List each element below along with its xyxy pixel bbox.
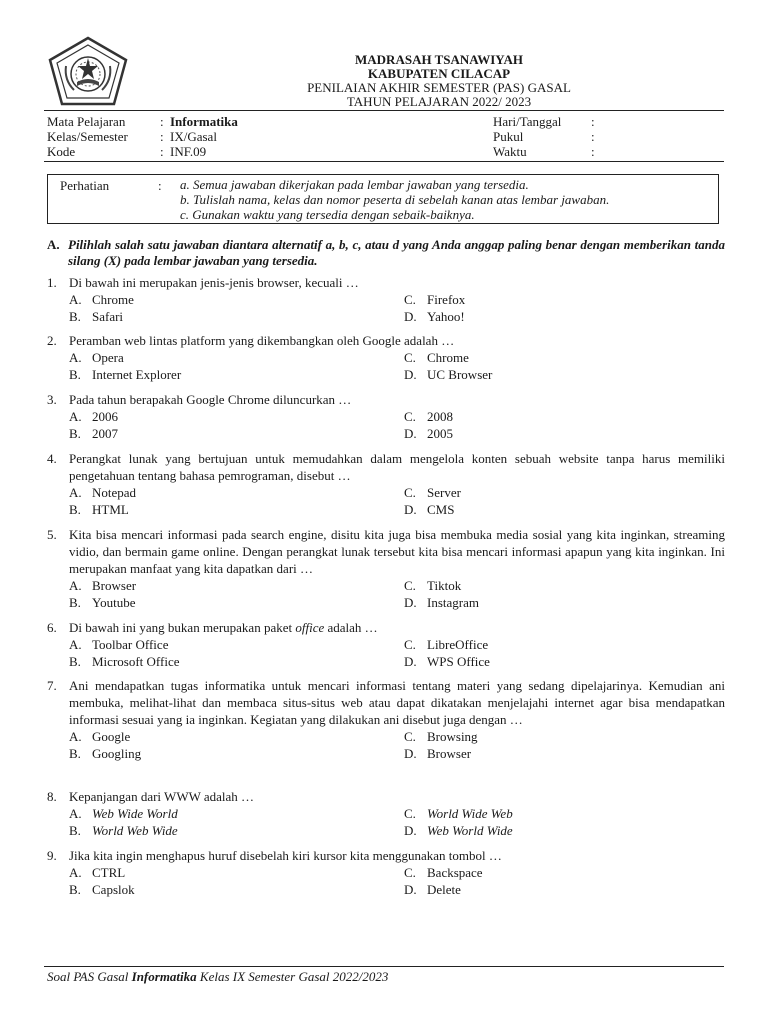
date-label: Hari/Tanggal [493,114,562,129]
option-letter: C. [404,637,416,652]
option-letter: D. [404,654,417,669]
question-text: Di bawah ini merupakan jenis-jenis browser, kecuali … [69,275,359,290]
option-letter: A. [69,292,82,307]
question-8 [47,788,725,839]
option-letter: D. [404,426,417,441]
question-3 [47,391,725,442]
footer-subject: Informatika [131,969,197,984]
code-colon: : [160,144,164,159]
option-text: Google [92,729,131,744]
duration-colon: : [591,144,595,159]
question-options [47,408,725,442]
option-text: Browser [92,578,137,593]
option-letter: D. [404,882,417,897]
question-1 [47,274,725,325]
header-divider [44,110,724,111]
option-letter: B. [69,367,81,382]
question-4 [47,450,725,518]
question-text-part: Di bawah ini yang bukan merupakan paket [69,620,296,635]
option-letter: C. [404,865,416,880]
section-a-letter: A. [47,237,60,252]
subject-label: Mata Pelajaran [47,114,126,129]
option-letter: A. [69,578,82,593]
question-text: Pada tahun berapakah Google Chrome diluncurkan … [69,392,352,407]
option-text: Instagram [427,595,479,610]
question-options [47,349,725,383]
option-letter: A. [69,806,82,821]
notice-item: a. Semua jawaban dikerjakan pada lembar jawaban yang tersedia. [180,177,529,192]
header-line-institution: MADRASAH TSANAWIYAH [355,52,523,67]
question-text: Kita bisa mencari informasi pada search engine, disitu kita juga bisa membuka media sosial yang kita inginkan, streaming vidio, dan bermain game online. Dengan perangkat lunak tersebut kita bisa mencari informasi apapun yang kita inginkan. Ini merupakan manfaat yang kita dapatkan dari … [69,527,725,576]
option-text: Safari [92,309,124,324]
option-text: Browsing [427,729,478,744]
option-letter: A. [69,865,82,880]
question-number: 3. [47,392,57,407]
question-options [47,805,725,839]
option-text: WPS Office [427,654,490,669]
footer-divider [44,966,724,967]
time-colon: : [591,129,595,144]
question-number: 7. [47,678,57,693]
question-2 [47,332,725,383]
question-options [47,484,725,518]
header-line-regency: KABUPATEN CILACAP [367,66,511,81]
footer-text: Kelas IX Semester Gasal 2022/2023 [196,969,389,984]
option-letter: C. [404,729,416,744]
notice-item: c. Gunakan waktu yang tersedia dengan sebaik-baiknya. [180,207,475,222]
option-text: 2008 [427,409,453,424]
option-text: Server [427,485,461,500]
question-options [47,728,725,762]
question-number: 2. [47,333,57,348]
option-letter: D. [404,502,417,517]
option-letter: B. [69,654,81,669]
option-letter: C. [404,292,416,307]
question-number: 9. [47,848,57,863]
question-options [47,864,725,898]
option-text: Notepad [92,485,137,500]
question-text: Ani mendapatkan tugas informatika untuk mencari informasi tentang materi yang sedang dipelajarinya. Kemudian ani membuka, melihat-lihat dan membaca situs-situs web atau dapat dikatakan menjelajahi internet agar bisa mendapatkan informasi sesuai yang ia inginkan. Kegiatan yang dilakukan ani disebut juga dengan … [69,678,725,727]
option-text: Web Wide World [92,806,178,821]
option-letter: C. [404,578,416,593]
school-header [130,53,748,109]
option-text: Yahoo! [427,309,465,324]
footer-text: Soal PAS Gasal [47,969,132,984]
notice-items [180,177,609,222]
option-text: HTML [92,502,129,517]
option-text: Backspace [427,865,483,880]
option-letter: D. [404,823,417,838]
question-9 [47,847,725,898]
question-options [47,636,725,670]
code-value: INF.09 [170,144,207,159]
exam-info-block [47,113,727,161]
notice-item: b. Tulislah nama, kelas dan nomor peserta di sebelah kanan atas lembar jawaban. [180,192,610,207]
option-letter: A. [69,637,82,652]
option-text: 2005 [427,426,453,441]
subject-value: Informatika [170,114,238,129]
option-text: Chrome [427,350,469,365]
option-letter: D. [404,595,417,610]
question-text: Kepanjangan dari WWW adalah … [69,789,255,804]
option-text: Opera [92,350,124,365]
question-options [47,291,725,325]
option-letter: B. [69,426,81,441]
option-letter: C. [404,350,416,365]
option-text: Delete [427,882,461,897]
option-text: Firefox [427,292,466,307]
question-number: 6. [47,620,57,635]
option-text: World Web Wide [92,823,178,838]
option-text: Toolbar Office [92,637,169,652]
option-text: Web World Wide [427,823,513,838]
notice-colon: : [158,178,162,193]
time-label: Pukul [493,129,524,144]
option-letter: A. [69,409,82,424]
question-text: Peramban web lintas platform yang dikembangkan oleh Google adalah … [69,333,455,348]
question-text-emphasis: office [295,620,325,635]
question-number: 8. [47,789,57,804]
section-a-text: Pilihlah salah satu jawaban diantara alternatif a, b, c, atau d yang Anda anggap paling benar dengan memberikan tanda silang (X) pada lembar jawaban yang tersedia. [68,237,725,268]
notice-box [47,174,719,224]
date-colon: : [591,114,595,129]
option-letter: B. [69,823,81,838]
question-text [69,619,725,636]
info-divider [44,161,724,162]
option-text: World Wide Web [427,806,513,821]
option-letter: B. [69,309,81,324]
header-line-exam: PENILAIAN AKHIR SEMESTER (PAS) GASAL [307,80,571,95]
option-text: CTRL [92,865,126,880]
question-number: 5. [47,527,57,542]
option-letter: D. [404,367,417,382]
option-text: Tiktok [427,578,462,593]
option-letter: A. [69,350,82,365]
option-letter: C. [404,485,416,500]
madrasah-logo-icon [44,36,132,108]
option-text: Browser [427,746,472,761]
question-options [47,577,725,611]
header-line-year: TAHUN PELAJARAN 2022/ 2023 [346,94,532,109]
option-letter: D. [404,746,417,761]
option-letter: B. [69,882,81,897]
option-text: Googling [92,746,142,761]
question-text: Jika kita ingin menghapus huruf disebelah kiri kursor kita menggunakan tombol … [69,848,502,863]
question-number: 4. [47,451,57,466]
option-text: 2007 [92,426,118,441]
question-text-part: adalah … [324,620,378,635]
question-text: Perangkat lunak yang bertujuan untuk memudahkan dalam mengelola konten sebuah website tanpa harus memiliki pengetahuan tentang bahasa pemrograman, disebut … [69,451,725,483]
option-text: Youtube [92,595,136,610]
option-text: Chrome [92,292,134,307]
page-footer [47,968,388,985]
notice-label: Perhatian [60,178,110,193]
subject-colon: : [160,114,164,129]
option-letter: C. [404,806,416,821]
option-letter: C. [404,409,416,424]
question-6 [47,619,725,670]
option-text: Capslok [92,882,135,897]
option-letter: B. [69,595,81,610]
class-value: IX/Gasal [170,129,217,144]
option-text: UC Browser [427,367,493,382]
option-text: Internet Explorer [92,367,182,382]
option-letter: A. [69,729,82,744]
question-7 [47,677,725,762]
question-5 [47,526,725,611]
option-text: CMS [427,502,455,517]
option-text: Microsoft Office [92,654,180,669]
option-text: LibreOffice [427,637,489,652]
option-letter: A. [69,485,82,500]
duration-label: Waktu [493,144,527,159]
option-letter: D. [404,309,417,324]
question-number: 1. [47,275,57,290]
class-colon: : [160,129,164,144]
option-letter: B. [69,502,81,517]
option-text: 2006 [92,409,118,424]
code-label: Kode [47,144,76,159]
option-letter: B. [69,746,81,761]
section-a-instruction [47,237,725,269]
class-label: Kelas/Semester [47,129,128,144]
